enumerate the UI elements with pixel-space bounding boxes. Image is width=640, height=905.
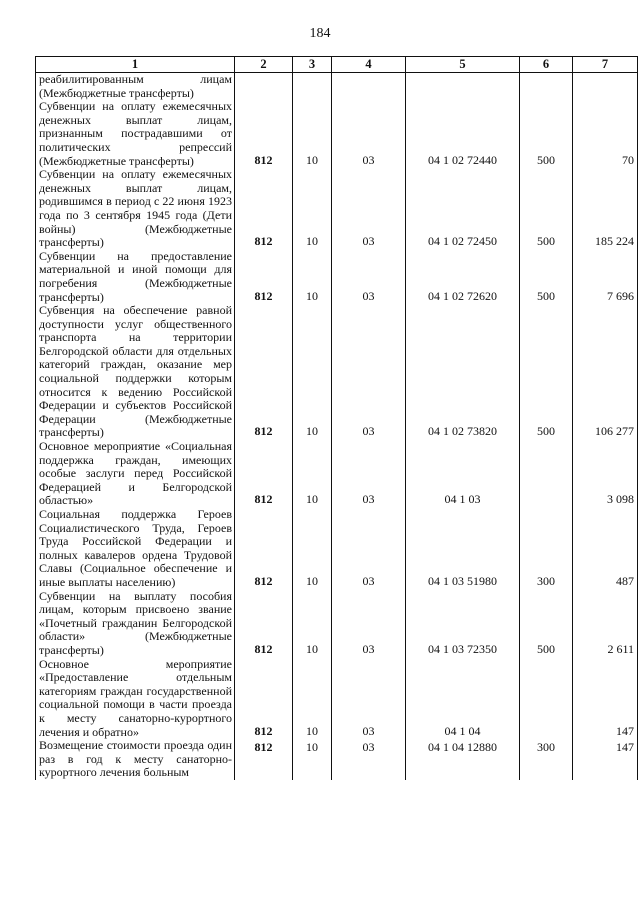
cell-expense-type: 500: [520, 168, 573, 250]
cell-amount: 147: [573, 658, 638, 740]
table-row: [36, 304, 638, 440]
cell-name: Субвенции на предоставление материальной и иной помощи для погребения (Межбюджетные трансферты): [36, 250, 235, 304]
cell-subsection: 03: [332, 100, 406, 168]
cell-name: Основное мероприятие «Предоставление отдельным категориям граждан государственной социальной помощи в части проезда к месту санаторно-курортного лечения и обратно»: [36, 658, 235, 740]
cell-amount: 185 224: [573, 168, 638, 250]
cell-section: 10: [293, 250, 332, 304]
table-row: [36, 508, 638, 590]
table-row: [36, 440, 638, 508]
cell-amount: 106 277: [573, 304, 638, 440]
budget-table: [35, 56, 638, 780]
cell-section: 10: [293, 440, 332, 508]
table-row: [36, 73, 638, 101]
cell-expense-type: [520, 73, 573, 101]
column-header: 5: [406, 57, 520, 73]
cell-ministry-code: 812: [235, 590, 293, 658]
table-row: [36, 100, 638, 168]
cell-amount: [573, 73, 638, 101]
cell-ministry-code: 812: [235, 508, 293, 590]
cell-amount: 2 611: [573, 590, 638, 658]
cell-target-article: 04 1 03: [406, 440, 520, 508]
cell-name: реабилитированным лицам (Межбюджетные трансферты): [36, 73, 235, 101]
column-header: 6: [520, 57, 573, 73]
cell-amount: 147: [573, 739, 638, 780]
cell-ministry-code: 812: [235, 100, 293, 168]
table-header-row: [36, 57, 638, 73]
cell-target-article: 04 1 04 12880: [406, 739, 520, 780]
cell-target-article: 04 1 02 73820: [406, 304, 520, 440]
cell-target-article: 04 1 02 72620: [406, 250, 520, 304]
cell-section: 10: [293, 658, 332, 740]
cell-expense-type: 500: [520, 590, 573, 658]
table-row: [36, 590, 638, 658]
column-header: 1: [36, 57, 235, 73]
cell-subsection: 03: [332, 508, 406, 590]
cell-expense-type: 500: [520, 100, 573, 168]
cell-ministry-code: 812: [235, 250, 293, 304]
cell-amount: 487: [573, 508, 638, 590]
cell-name: Возмещение стоимости проезда один раз в год к месту санаторно-курортного лечения больным: [36, 739, 235, 780]
cell-name: Субвенции на оплату ежемесячных денежных выплат лицам, признанным пострадавшими от политических репрессий (Межбюджетные трансферты): [36, 100, 235, 168]
column-header: 2: [235, 57, 293, 73]
cell-expense-type: 500: [520, 250, 573, 304]
cell-amount: 7 696: [573, 250, 638, 304]
cell-name: Субвенции на оплату ежемесячных денежных выплат лицам, родившимся в период с 22 июня 1923 года по 3 сентября 1945 года (Дети войны) (Межбюджетные трансферты): [36, 168, 235, 250]
cell-amount: 3 098: [573, 440, 638, 508]
cell-amount: 70: [573, 100, 638, 168]
cell-section: 10: [293, 590, 332, 658]
column-header: 4: [332, 57, 406, 73]
cell-expense-type: [520, 440, 573, 508]
cell-subsection: 03: [332, 168, 406, 250]
page-number: 184: [309, 26, 331, 41]
cell-subsection: 03: [332, 590, 406, 658]
cell-target-article: 04 1 04: [406, 658, 520, 740]
cell-section: 10: [293, 739, 332, 780]
cell-target-article: 04 1 03 51980: [406, 508, 520, 590]
cell-ministry-code: 812: [235, 739, 293, 780]
column-header: 7: [573, 57, 638, 73]
cell-name: Субвенции на выплату пособия лицам, которым присвоено звание «Почетный гражданин Белгородской области» (Межбюджетные трансферты): [36, 590, 235, 658]
cell-name: Социальная поддержка Героев Социалистического Труда, Героев Труда Российской Федерации и полных кавалеров ордена Трудовой Славы (Социальное обеспечение и иные выплаты населению): [36, 508, 235, 590]
cell-subsection: [332, 73, 406, 101]
cell-expense-type: 500: [520, 304, 573, 440]
cell-subsection: 03: [332, 440, 406, 508]
table-row: [36, 168, 638, 250]
cell-expense-type: 300: [520, 739, 573, 780]
cell-subsection: 03: [332, 658, 406, 740]
cell-subsection: 03: [332, 304, 406, 440]
cell-ministry-code: 812: [235, 440, 293, 508]
cell-ministry-code: 812: [235, 658, 293, 740]
cell-expense-type: [520, 658, 573, 740]
cell-section: 10: [293, 304, 332, 440]
table-body: [36, 73, 638, 780]
cell-ministry-code: [235, 73, 293, 101]
cell-name: Основное мероприятие «Социальная поддержка граждан, имеющих особые заслуги перед Российской Федерацией и Белгородской областью»: [36, 440, 235, 508]
cell-target-article: [406, 73, 520, 101]
cell-name: Субвенция на обеспечение равной доступности услуг общественного транспорта на территории Белгородской области для отдельных категорий граждан, оказание мер социальной поддержки которым относится к ведению Российской Федерации и субъектов Российской Федерации (Межбюджетные трансферты): [36, 304, 235, 440]
column-header: 3: [293, 57, 332, 73]
table-row: [36, 250, 638, 304]
cell-section: 10: [293, 168, 332, 250]
cell-section: 10: [293, 508, 332, 590]
table-row: [36, 739, 638, 780]
cell-target-article: 04 1 02 72450: [406, 168, 520, 250]
cell-subsection: 03: [332, 250, 406, 304]
cell-ministry-code: 812: [235, 168, 293, 250]
cell-ministry-code: 812: [235, 304, 293, 440]
cell-section: 10: [293, 100, 332, 168]
cell-subsection: 03: [332, 739, 406, 780]
cell-section: [293, 73, 332, 101]
cell-target-article: 04 1 03 72350: [406, 590, 520, 658]
cell-target-article: 04 1 02 72440: [406, 100, 520, 168]
table-row: [36, 658, 638, 740]
cell-expense-type: 300: [520, 508, 573, 590]
